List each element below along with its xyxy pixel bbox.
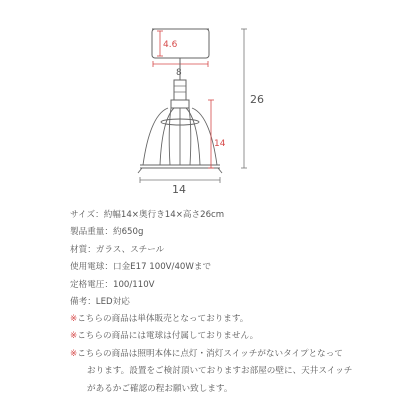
total-height-label: 26 xyxy=(250,93,264,106)
total-height-dimension xyxy=(241,29,264,168)
note-mark: ※ xyxy=(70,331,78,342)
spec-weight: 製品重量：約650g xyxy=(70,227,144,238)
spec-list xyxy=(70,210,395,314)
spec-remarks: 備考：LED対応 xyxy=(70,296,130,307)
shade-width-label: 14 xyxy=(172,183,186,196)
canopy-width-label: 8 xyxy=(176,68,182,78)
note-no-switch: ※こちらの商品は照明本体に点灯・消灯スイッチがないタイプとなって xyxy=(70,348,343,359)
canopy xyxy=(152,29,209,58)
note-sold-separately: ※こちらの商品は単体販売となっております。 xyxy=(70,314,249,324)
note-no-switch-cont-1: おります。設置をご検討頂いておりますお部屋の壁に、天井スイッチ xyxy=(87,366,353,377)
spec-material: 材質：ガラス、スチール xyxy=(70,244,165,255)
note-mark: ※ xyxy=(70,314,78,324)
lamp-shade xyxy=(138,108,222,173)
canopy-height-label: 4.6 xyxy=(163,40,178,50)
note-mark: ※ xyxy=(70,348,78,359)
note-no-switch-cont-2: があるかご確認の程お願い致します。 xyxy=(87,383,233,394)
shade-width-dimension xyxy=(140,177,220,196)
notes-list xyxy=(70,314,395,401)
lamp-socket xyxy=(171,58,189,108)
note-bulb-not-included: ※こちらの商品には電球は付属しておりません。 xyxy=(70,331,259,342)
shade-height-dimension xyxy=(208,100,226,168)
shade-height-label: 14 xyxy=(214,139,226,149)
spec-size: サイズ：約幅14×奥行き14×高さ26cm xyxy=(70,210,225,220)
spec-voltage: 定格電圧：100/110V xyxy=(70,279,155,290)
spec-bulb: 使用電球：口金E17 100V/40Wまで xyxy=(70,262,212,273)
